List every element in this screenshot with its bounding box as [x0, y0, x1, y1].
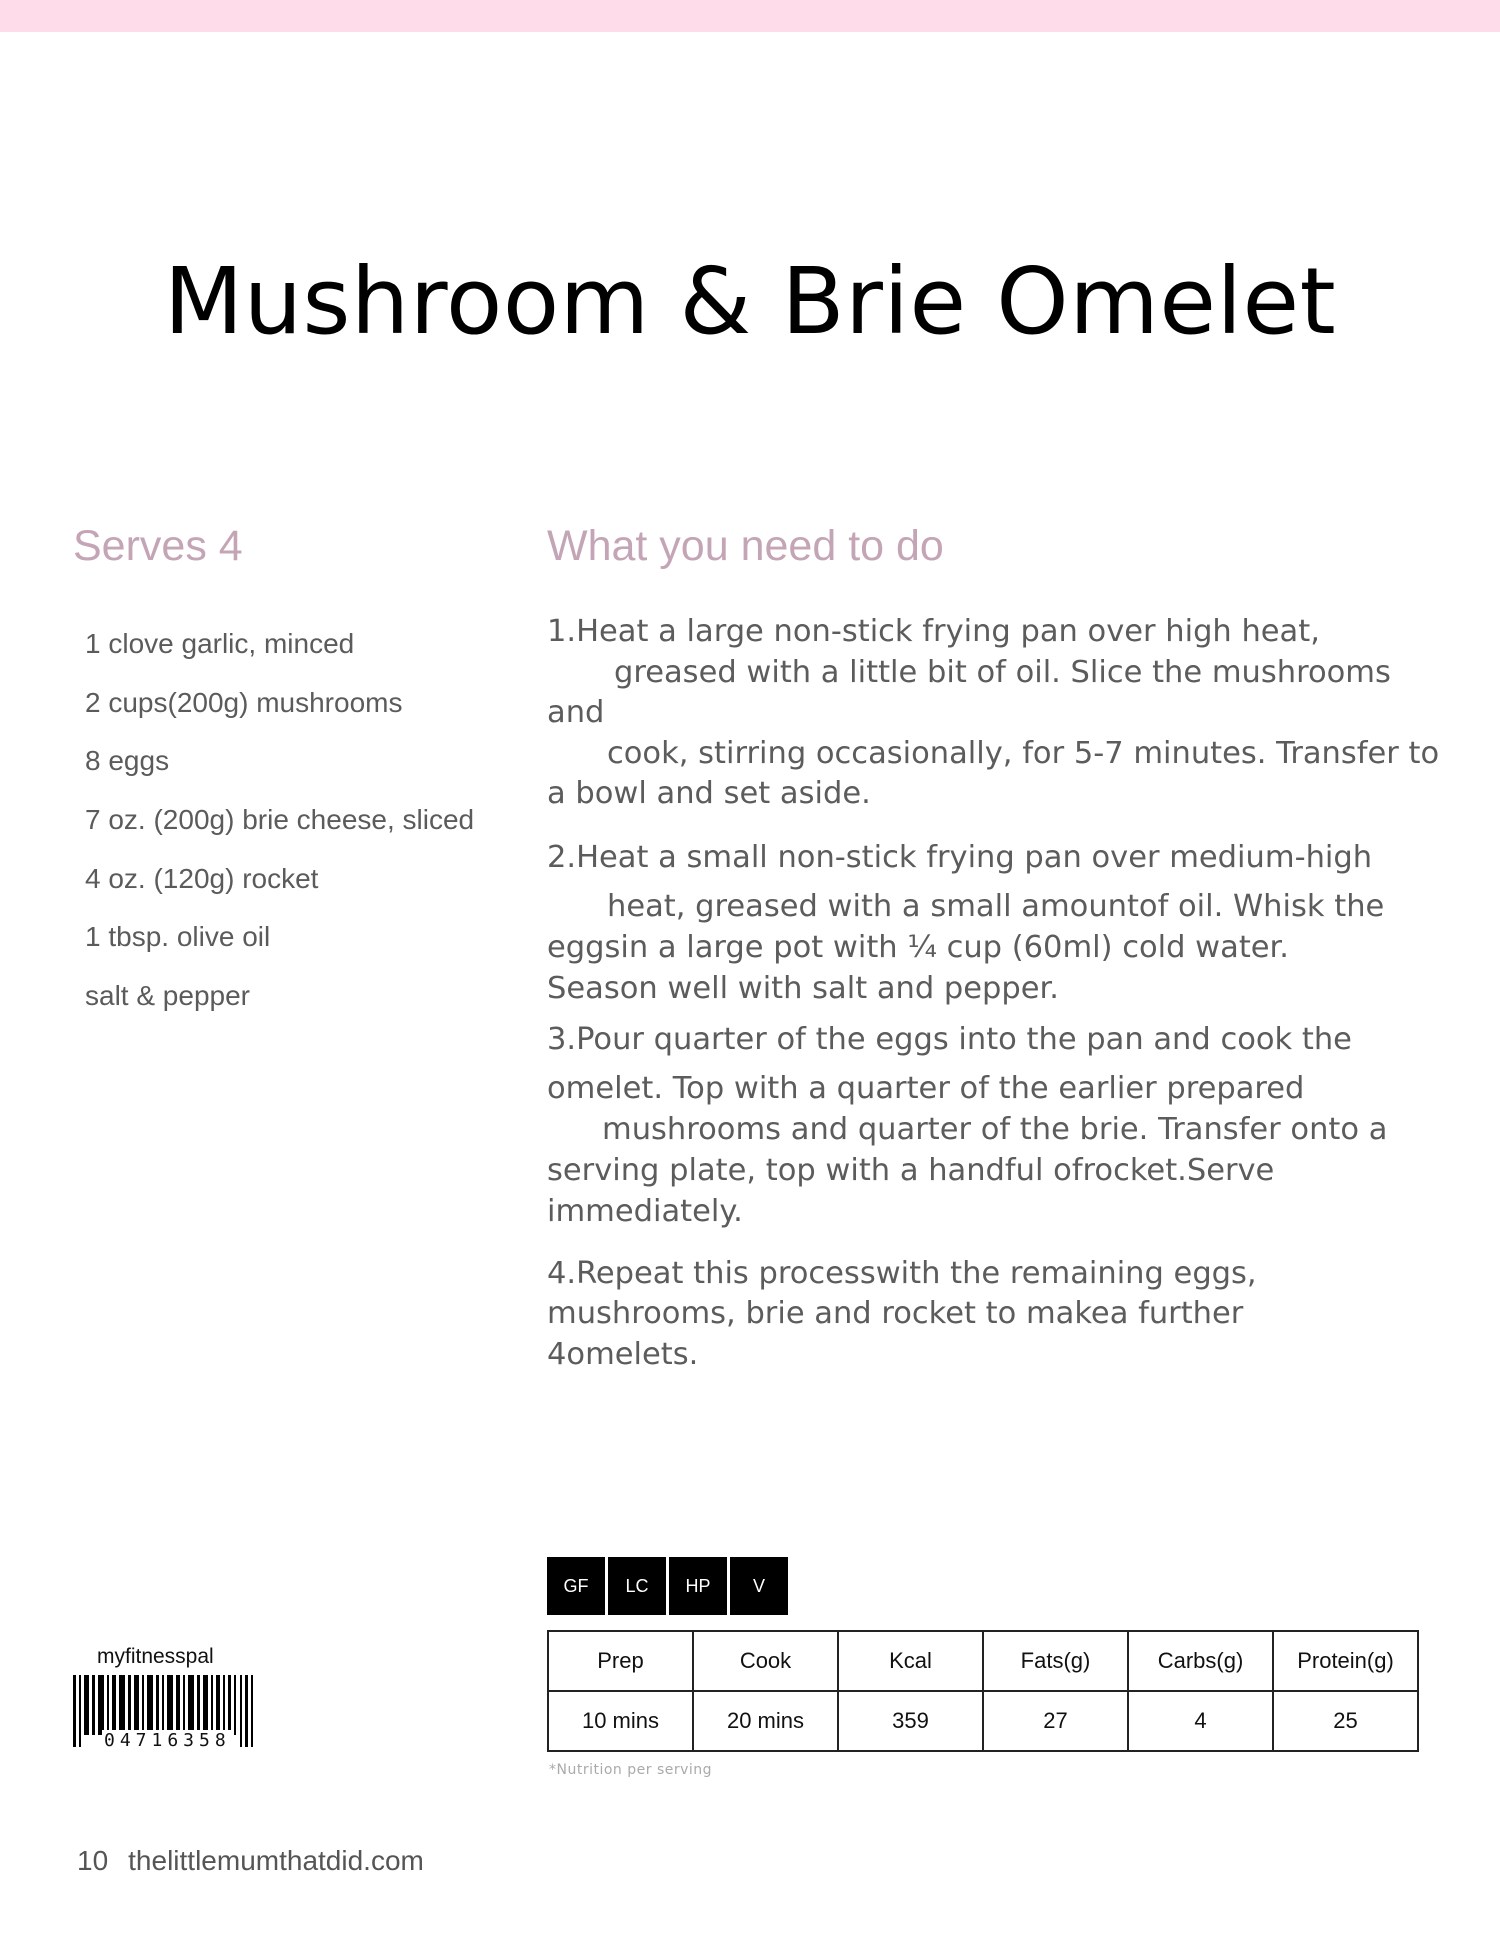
step-line: 1.Heat a large non-stick frying pan over high heat, — [547, 614, 1320, 649]
website-link[interactable]: thelittlemumthatdid.com — [128, 1845, 424, 1876]
ingredient-item: 1 tbsp. olive oil — [85, 921, 271, 953]
step-line: 4.Repeat this processwith the remaining eggs, — [547, 1255, 1257, 1291]
page-number: 10 — [77, 1845, 109, 1876]
step-line: 3.Pour quarter of the eggs into the pan and cook the — [547, 1021, 1352, 1057]
step-line: mushrooms and quarter of the brie. Transfer onto a — [602, 1111, 1388, 1147]
nutrition-value: 4 — [1128, 1691, 1273, 1751]
diet-tag: LC — [608, 1557, 666, 1615]
step-line: heat, greased with a small amountof oil. Whisk the — [607, 888, 1385, 924]
nutrition-header: Carbs(g) — [1128, 1631, 1273, 1691]
nutrition-header: Kcal — [838, 1631, 983, 1691]
page-footer — [77, 1845, 424, 1877]
step-line: greased with a little bit of oil. Slice the mushrooms and — [547, 654, 1391, 730]
step-line: cook, stirring occasionally, for 5-7 minutes. Transfer to — [607, 735, 1440, 771]
ingredient-item: 1 clove garlic, minced — [85, 628, 355, 659]
nutrition-header: Protein(g) — [1273, 1631, 1418, 1691]
serves-heading: Serves 4 — [73, 522, 243, 570]
nutrition-value: 20 mins — [693, 1691, 838, 1751]
recipe-title: Mushroom & Brie Omelet — [163, 248, 1337, 355]
step-line: mushrooms, brie and rocket to makea further — [547, 1296, 1244, 1331]
top-color-band — [0, 0, 1500, 32]
nutrition-header: Fats(g) — [983, 1631, 1128, 1691]
step-line: serving plate, top with a handful ofrocket.Serve — [547, 1152, 1275, 1188]
nutrition-header: Cook — [693, 1631, 838, 1691]
method-heading: What you need to do — [547, 522, 944, 570]
nutrition-header: Prep — [548, 1631, 693, 1691]
step-line: Season well with salt and pepper. — [547, 970, 1059, 1006]
myfitnesspal-label: myfitnesspal — [97, 1645, 214, 1668]
barcode-number: 04716358 — [104, 1730, 231, 1751]
step-4 — [547, 1254, 1447, 1376]
ingredient-item: 7 oz. (200g) brie cheese, sliced — [85, 804, 475, 836]
nutrition-value: 27 — [983, 1691, 1128, 1751]
step-1 — [547, 612, 1447, 815]
ingredient-item: 2 cups(200g) mushrooms — [85, 686, 403, 718]
ingredient-item: salt & pepper — [85, 980, 250, 1012]
step-line: immediately. — [547, 1193, 743, 1229]
step-line: a bowl and set aside. — [547, 776, 871, 811]
diet-tag: GF — [547, 1557, 605, 1615]
step-line: 2.Heat a small non-stick frying pan over medium-high — [547, 839, 1373, 875]
diet-tags — [547, 1557, 788, 1615]
nutrition-value: 10 mins — [548, 1691, 693, 1751]
nutrition-value: 359 — [838, 1691, 983, 1751]
step-line: 4omelets. — [547, 1336, 699, 1372]
nutrition-note: *Nutrition per serving — [549, 1762, 713, 1778]
method-steps — [547, 612, 1447, 1397]
step-3 — [547, 1019, 1447, 1232]
ingredient-item: 4 oz. (120g) rocket — [85, 862, 319, 894]
nutrition-value: 25 — [1273, 1691, 1418, 1751]
nutrition-table — [547, 1630, 1419, 1752]
step-2 — [547, 837, 1447, 1009]
nutrition-header-row — [548, 1631, 1418, 1691]
nutrition-value-row — [548, 1691, 1418, 1751]
step-line: eggsin a large pot with ¼ cup (60ml) cold water. — [547, 929, 1289, 965]
ingredient-list — [85, 622, 474, 1033]
diet-tag: HP — [669, 1557, 727, 1615]
ingredient-item: 8 eggs — [85, 745, 170, 777]
step-line: omelet. Top with a quarter of the earlier prepared — [547, 1070, 1305, 1106]
diet-tag: V — [730, 1557, 788, 1615]
